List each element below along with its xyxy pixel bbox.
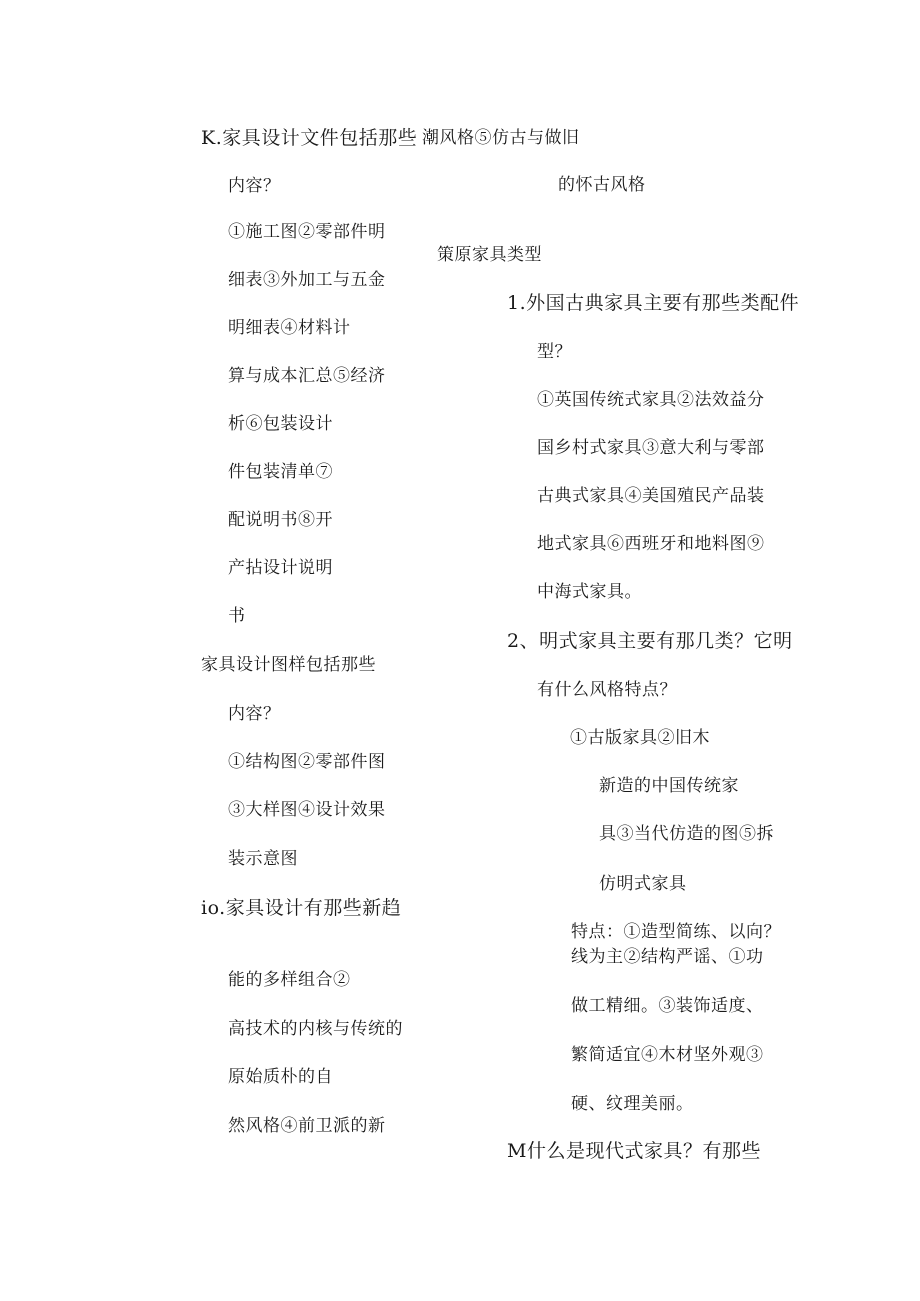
question-m: M什么是现代式家具？有那些: [507, 1140, 761, 1162]
text-line: 析⑥包装设计: [228, 414, 333, 434]
text-line: 仿明式家具: [599, 874, 687, 894]
text-line: ①结构图②零部件图: [228, 752, 386, 772]
question-k: K.家具设计文件包括那些: [201, 127, 418, 149]
text-line: 潮风格⑤仿古与做旧: [422, 128, 580, 148]
text-line: 然风格④前卫派的新: [228, 1116, 386, 1136]
text-line: 国乡村式家具③意大利与零部: [537, 438, 765, 458]
text-line: 原始质朴的自: [228, 1067, 333, 1087]
text-line: 有什么风格特点？: [537, 680, 677, 700]
text-line: 硬、纹理美丽。: [571, 1094, 694, 1114]
text-line: 明细表④材料计: [228, 318, 351, 338]
text-line: 繁简适宜④木材坚外观③: [571, 1045, 764, 1065]
text-line: 配说明书⑧开: [228, 510, 333, 530]
text-line: 线为主②结构严谣、①功: [571, 947, 764, 967]
text-line: ①古版家具②旧木: [570, 728, 710, 748]
text-line: ①英国传统式家具②法效益分: [537, 390, 765, 410]
text-line: 能的多样组合②: [228, 970, 351, 990]
text-line: 内容？: [228, 704, 281, 724]
text-line: 高技术的内核与传统的: [228, 1019, 403, 1039]
text-line: ①施工图②零部件明: [228, 222, 386, 242]
text-line: 中海式家具。: [537, 582, 642, 602]
text-line: 具③当代仿造的图⑤拆: [599, 824, 774, 844]
text-line: 算与成本汇总⑤经济: [228, 366, 386, 386]
text-line: 古典式家具④美国殖民产品装: [537, 486, 765, 506]
text-line: 件包装清单⑦: [228, 462, 333, 482]
text-line: 的怀古风格: [558, 175, 646, 195]
section-heading: 策原家具类型: [437, 245, 542, 265]
text-line: 特点：①造型简练、以向？: [571, 922, 781, 942]
question-10: io.家具设计有那些新趋: [201, 897, 402, 919]
text-line: 书: [228, 606, 246, 626]
text-line: 地式家具⑥西班牙和地料图⑨: [537, 534, 765, 554]
text-line: ③大样图④设计效果: [228, 800, 386, 820]
text-line: 新造的中国传统家: [599, 776, 739, 796]
text-line: 型？: [537, 342, 572, 362]
question-9: 家具设计图样包括那些: [201, 655, 376, 675]
text-line: 做工精细。③装饰适度、: [571, 996, 764, 1016]
question-2: 2、明式家具主要有那几类？它明: [507, 630, 793, 652]
text-line: 细表③外加工与五金: [228, 270, 386, 290]
text-line: 产拈设计说明: [228, 558, 333, 578]
text-line: 装示意图: [228, 849, 298, 869]
text-line: 内容？: [228, 176, 281, 196]
question-1: 1.外国古典家具主要有那些类配件: [507, 292, 800, 314]
